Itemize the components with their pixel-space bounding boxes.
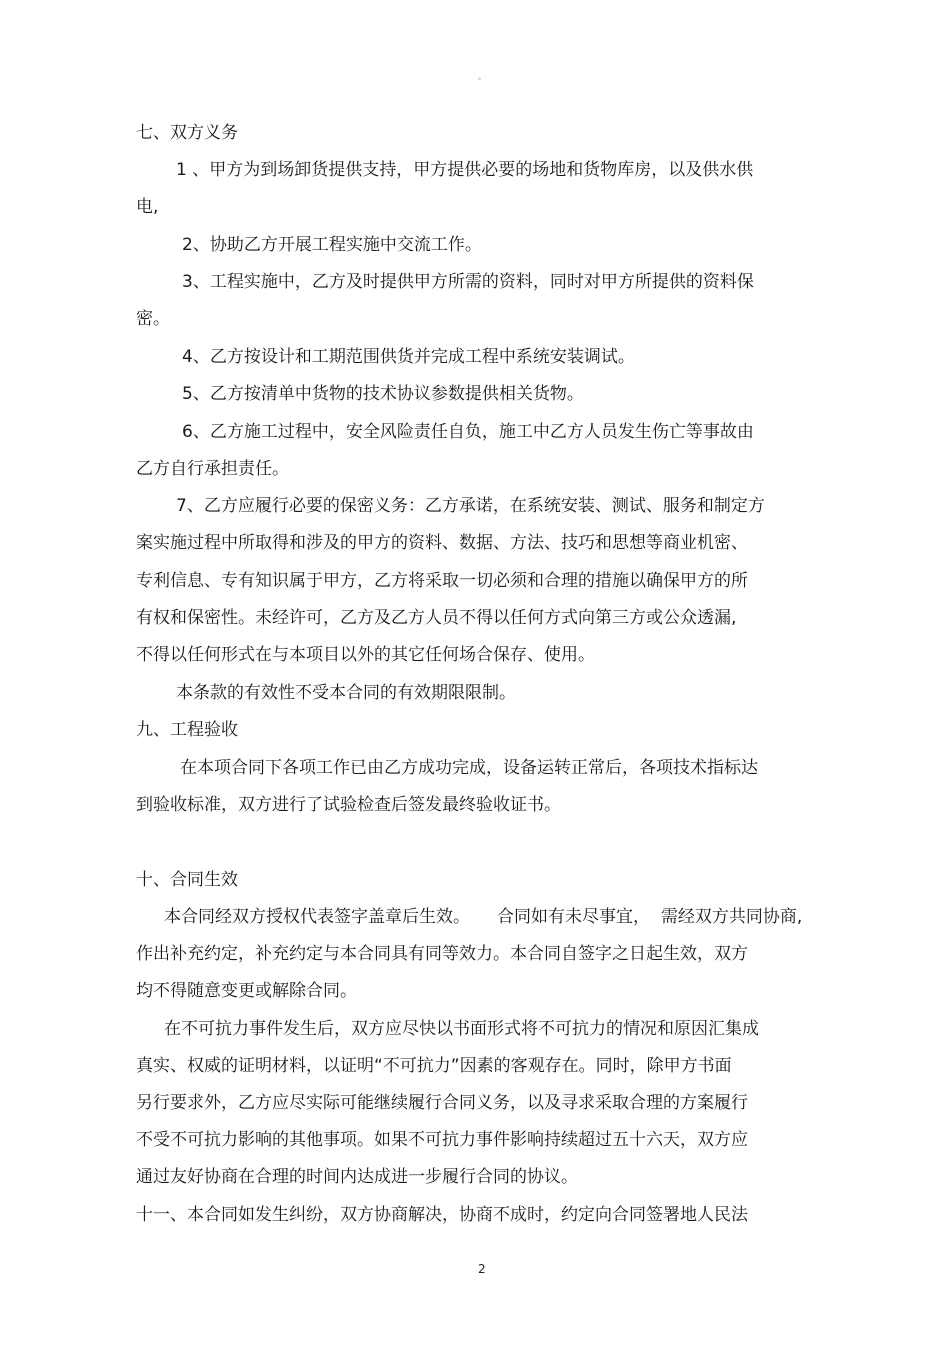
s7-clause-validity: 本条款的有效性不受本合同的有效期限限制。 <box>176 683 516 703</box>
s7-item3-line2: 密。 <box>136 309 170 329</box>
s10-p2-line2: 真实、权威的证明材料，以证明“不可抗力”因素的客观存在。同时，除甲方书面 <box>136 1056 732 1076</box>
s7-item6-line1: 6、乙方施工过程中，安全风险责任自负，施工中乙方人员发生伤亡等事故由 <box>182 422 754 442</box>
s10-p2-line5: 通过友好协商在合理的时间内达成进一步履行合同的协议。 <box>136 1167 578 1187</box>
s10-p2-line3: 另行要求外，乙方应尽实际可能继续履行合同义务，以及寻求采取合理的方案履行 <box>136 1093 748 1113</box>
s10-p2-line1: 在不可抗力事件发生后，双方应尽快以书面形式将不可抗力的情况和原因汇集成 <box>164 1019 759 1039</box>
section-7-heading: 七、双方义务 <box>136 123 238 143</box>
s9-line2: 到验收标准，双方进行了试验检查后签发最终验收证书。 <box>136 795 561 815</box>
s9-line1: 在本项合同下各项工作已由乙方成功完成，设备运转正常后，各项技术指标达 <box>180 758 758 778</box>
s10-p1-line2: 作出补充约定，补充约定与本合同具有同等效力。本合同自签字之日起生效，双方 <box>136 944 748 964</box>
s10-p1-line3: 均不得随意变更或解除合同。 <box>136 981 357 1001</box>
page-top-marker: 。 <box>478 72 486 81</box>
section-9-heading: 九、工程验收 <box>136 720 238 740</box>
s7-item1-line1: 1 、甲方为到场卸货提供支持，甲方提供必要的场地和货物库房，以及供水供 <box>176 160 754 180</box>
section-10-heading: 十、合同生效 <box>136 870 238 890</box>
s10-p2-line4: 不受不可抗力影响的其他事项。如果不可抗力事件影响持续超过五十六天，双方应 <box>136 1130 748 1150</box>
s7-item7-line1: 7、乙方应履行必要的保密义务：乙方承诺，在系统安装、测试、服务和制定方 <box>176 496 765 516</box>
s7-item1-line2: 电, <box>136 197 159 217</box>
s7-item7-line3: 专利信息、专有知识属于甲方，乙方将采取一切必须和合理的措施以确保甲方的所 <box>136 571 748 591</box>
s7-item5-line1: 5、乙方按清单中货物的技术协议参数提供相关货物。 <box>182 384 584 404</box>
section-11-line1: 十一、本合同如发生纠纷，双方协商解决，协商不成时，约定向合同签署地人民法 <box>136 1205 748 1225</box>
s7-item6-line2: 乙方自行承担责任。 <box>136 459 289 479</box>
s7-item7-line2: 案实施过程中所取得和涉及的甲方的资料、数据、方法、技巧和思想等商业机密、 <box>136 533 748 553</box>
s7-item3-line1: 3、工程实施中，乙方及时提供甲方所需的资料，同时对甲方所提供的资料保 <box>182 272 754 292</box>
page-number: 2 <box>478 1262 486 1276</box>
s7-item4-line1: 4、乙方按设计和工期范围供货并完成工程中系统安装调试。 <box>182 347 635 367</box>
s7-item7-line5: 不得以任何形式在与本项目以外的其它任何场合保存、使用。 <box>136 645 595 665</box>
s10-p1-line1: 本合同经双方授权代表签字盖章后生效。 合同如有未尽事宜， 需经双方共同协商, <box>164 907 803 927</box>
s7-item2-line1: 2、协助乙方开展工程实施中交流工作。 <box>182 235 482 255</box>
s7-item7-line4: 有权和保密性。未经许可，乙方及乙方人员不得以任何方式向第三方或公众透漏, <box>136 608 737 628</box>
